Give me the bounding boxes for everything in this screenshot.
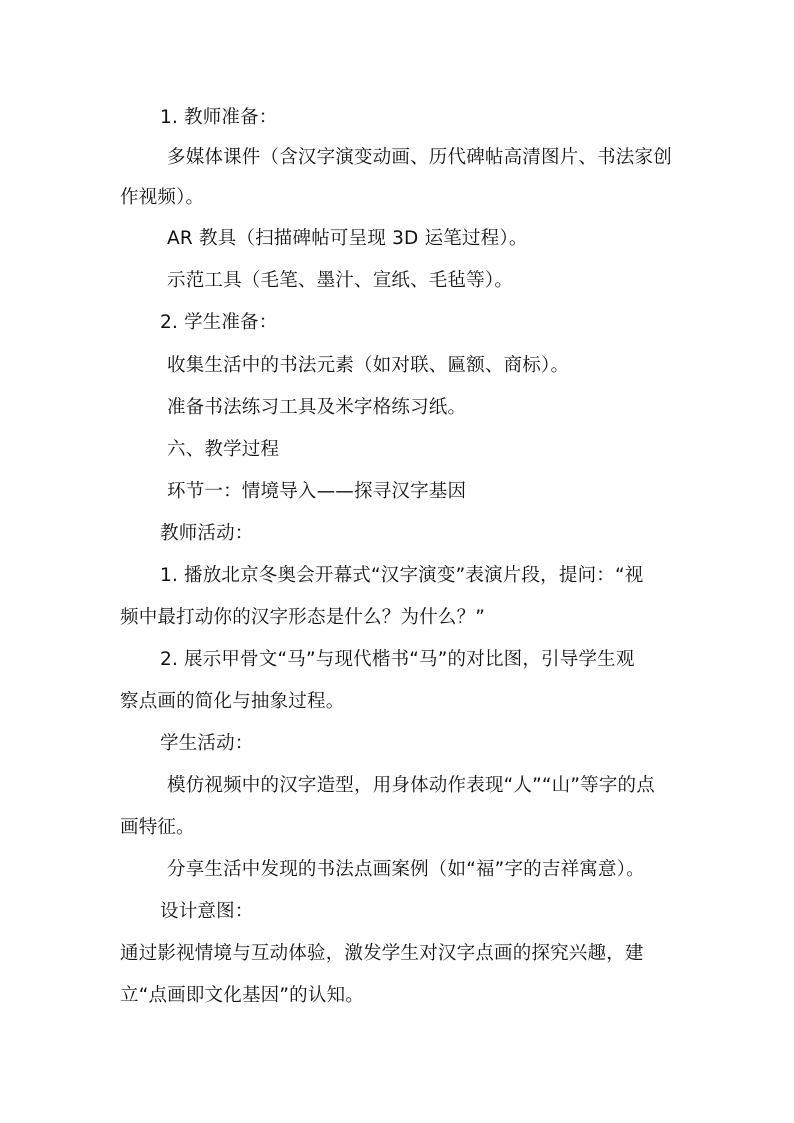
subsection-heading: 环节一：情境导入——探寻汉字基因 (167, 481, 467, 502)
paragraph-line: 收集生活中的书法元素（如对联、匾额、商标）。 (167, 355, 570, 376)
list-number: 1. (160, 565, 179, 586)
design-intent-label: 设计意图： (160, 901, 254, 922)
paragraph-line: 准备书法练习工具及米字格练习纸。 (167, 397, 467, 418)
list-number: 1. (160, 107, 179, 128)
item-text: 展示甲骨文“马”与现代楷书“马”的对比图，引导学生观 (184, 649, 635, 670)
paragraph-line: 画特征。 (120, 817, 195, 838)
heading-text: 教师准备： (184, 107, 278, 128)
paragraph-line: AR 教具（扫描碑帖可呈现 3D 运笔过程）。 (167, 228, 528, 249)
list-number: 2. (160, 312, 179, 333)
paragraph-line: 频中最打动你的汉字形态是什么？为什么？” (120, 607, 486, 628)
list-number: 2. (160, 649, 179, 670)
student-prep-heading (0, 303, 794, 343)
item-text: 播放北京冬奥会开幕式“汉字演变”表演片段，提问：“视 (184, 565, 644, 586)
student-activity-label: 学生活动： (160, 733, 254, 754)
heading-text: 学生准备： (184, 312, 278, 333)
paragraph-line: 察点画的简化与抽象过程。 (120, 691, 345, 712)
paragraph-line: 分享生活中发现的书法点画案例（如“福”字的吉祥寓意）。 (167, 859, 645, 880)
teacher-activity-label: 教师活动： (160, 523, 254, 544)
teacher-activity-item-1 (0, 556, 794, 596)
teacher-activity-item-2 (0, 640, 794, 680)
paragraph-line: 通过影视情境与互动体验，激发学生对汉字点画的探究兴趣，建 (120, 943, 644, 964)
paragraph-line: 立“点画即文化基因”的认知。 (120, 985, 364, 1006)
section-heading: 六、教学过程 (167, 439, 280, 460)
paragraph-line: 示范工具（毛笔、墨汁、宣纸、毛毡等）。 (167, 270, 514, 291)
teacher-prep-heading (0, 98, 794, 138)
paragraph-line: 作视频）。 (120, 187, 205, 208)
paragraph-line: 多媒体课件（含汉字演变动画、历代碑帖高清图片、书法家创 (167, 147, 672, 168)
paragraph-line: 模仿视频中的汉字造型，用身体动作表现“人”“山”等字的点 (167, 775, 655, 796)
